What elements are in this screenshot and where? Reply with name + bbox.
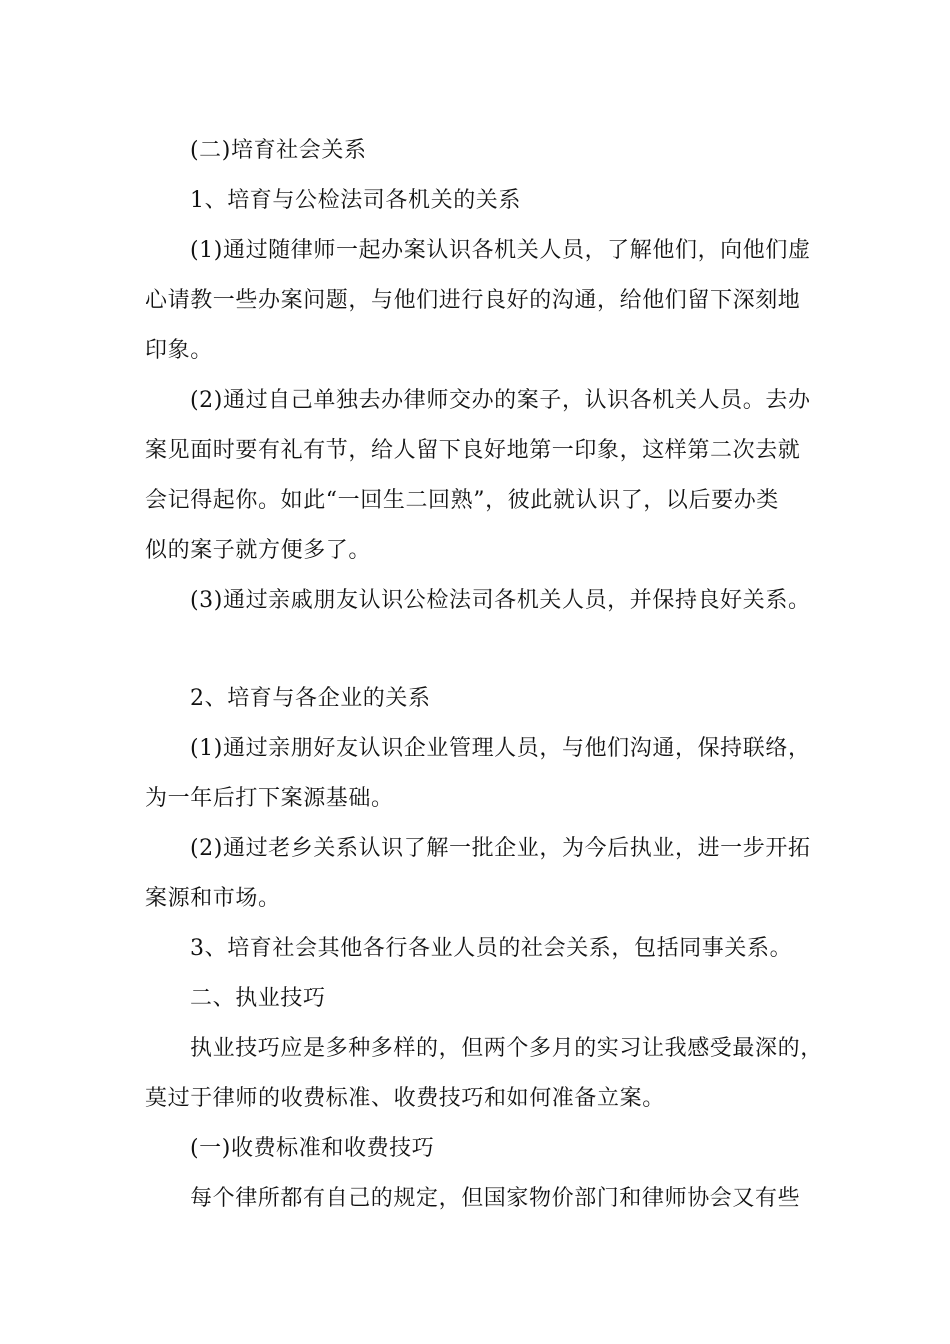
section-heading: (二)培育社会关系 bbox=[190, 138, 367, 163]
subsection-heading: 1、培育与公检法司各机关的关系 bbox=[190, 188, 521, 213]
subsection-heading: (一)收费标准和收费技巧 bbox=[190, 1136, 435, 1161]
paragraph-line: (3)通过亲戚朋友认识公检法司各机关人员，并保持良好关系。 bbox=[190, 588, 811, 613]
paragraph-line: 莫过于律师的收费标准、收费技巧和如何准备立案。 bbox=[145, 1086, 665, 1111]
subsection-heading: 3、培育社会其他各行各业人员的社会关系，包括同事关系。 bbox=[190, 936, 793, 961]
subsection-heading: 2、培育与各企业的关系 bbox=[190, 686, 431, 711]
paragraph-line: 案源和市场。 bbox=[145, 886, 281, 911]
section-heading: 二、执业技巧 bbox=[190, 986, 326, 1011]
paragraph-line: (2)通过自己单独去办律师交办的案子，认识各机关人员。去办 bbox=[190, 388, 811, 413]
paragraph-line: 执业技巧应是多种多样的，但两个多月的实习让我感受最深的， bbox=[190, 1036, 823, 1061]
paragraph-line: (1)通过随律师一起办案认识各机关人员，了解他们，向他们虚 bbox=[190, 238, 811, 263]
paragraph-line: (1)通过亲朋好友认识企业管理人员，与他们沟通，保持联络， bbox=[190, 736, 811, 761]
paragraph-line: 会记得起你。如此“一回生二回熟”，彼此就认识了，以后要办类 bbox=[145, 488, 779, 513]
paragraph-line: 案见面时要有礼有节，给人留下良好地第一印象，这样第二次去就 bbox=[145, 438, 801, 463]
paragraph-line: (2)通过老乡关系认识了解一批企业，为今后执业，进一步开拓 bbox=[190, 836, 811, 861]
paragraph-line: 似的案子就方便多了。 bbox=[145, 538, 372, 563]
paragraph-line: 心请教一些办案问题，与他们进行良好的沟通，给他们留下深刻地 bbox=[145, 288, 801, 313]
paragraph-line: 每个律所都有自己的规定，但国家物价部门和律师协会又有些 bbox=[190, 1186, 801, 1211]
paragraph-line: 印象。 bbox=[145, 338, 213, 363]
paragraph-line: 为一年后打下案源基础。 bbox=[145, 786, 394, 811]
